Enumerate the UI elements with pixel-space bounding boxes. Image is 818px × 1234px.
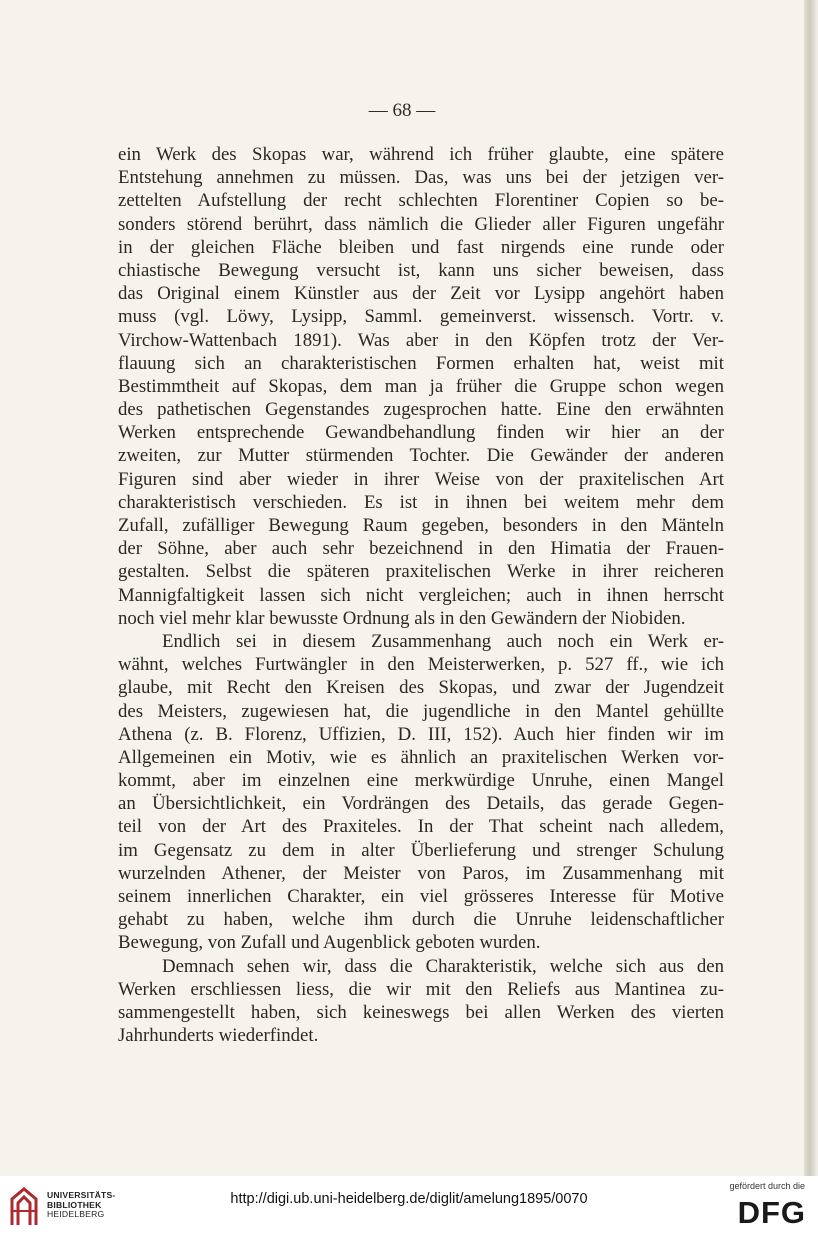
page-edge: [804, 0, 818, 1176]
text-line: gestalten. Selbst die späteren praxitelischen Werke in ihrer reicheren: [118, 561, 724, 583]
text-line: Bestimmtheit auf Skopas, dem man ja früher die Gruppe schon wegen: [118, 375, 724, 397]
text-line: teil von der Art des Praxiteles. In der That scheint nach alledem,: [118, 816, 724, 838]
text-line: flauung sich an charakteristischen Formen erhalten hat, weist mit: [118, 352, 724, 374]
library-name-line1: UNIVERSITÄTS-: [47, 1190, 116, 1200]
text-line: charakteristisch verschieden. Es ist in ihnen bei weitem mehr dem: [118, 491, 724, 513]
text-line: Mannigfaltigkeit lassen sich nicht vergleichen; auch in ihnen herrscht: [118, 584, 724, 606]
text-line: sonders störend berührt, dass nämlich die Glieder aller Figuren ungefähr: [118, 213, 724, 235]
text-line: Jahrhunderts wiederfindet.: [118, 1025, 319, 1047]
dfg-logo: DFG: [737, 1195, 806, 1230]
text-line: Zufall, zufälliger Bewegung Raum gegeben, besonders in den Mänteln: [118, 515, 724, 536]
text-line: Bewegung, von Zufall und Augenblick geboten wurden.: [118, 932, 541, 954]
footer-bar: [0, 1176, 818, 1234]
text-line: glaube, mit Recht den Kreisen des Skopas, und zwar der Jugendzeit: [118, 677, 724, 699]
text-line: noch viel mehr klar bewusste Ordnung als in den Gewändern der Niobiden.: [118, 607, 686, 629]
funded-by-label: gefördert durch die: [729, 1181, 805, 1191]
text-line: des pathetischen Gegenstandes zugesprochen hatte. Eine den erwähnten: [118, 399, 724, 421]
permalink-url[interactable]: http://digi.ub.uni-heidelberg.de/diglit/amelung1895/0070: [230, 1191, 588, 1207]
text-line: Werken erschliessen liess, die wir mit den Reliefs aus Mantinea zu-: [118, 978, 724, 1000]
text-line: Endlich sei in diesem Zusammenhang auch noch ein Werk er-: [162, 630, 724, 652]
text-line: wähnt, welches Furtwängler in den Meisterwerken, p. 527 ff., wie ich: [118, 654, 724, 676]
page-number: — 68 —: [368, 100, 436, 121]
text-line: chiastische Bewegung versucht ist, kann uns sicher beweisen, dass: [118, 259, 724, 281]
text-line: des Meisters, zugewiesen hat, die jugendliche in den Mantel gehüllte: [118, 700, 724, 722]
text-line: Demnach sehen wir, dass die Charakteristik, welche sich aus den: [162, 955, 724, 977]
text-line: in der gleichen Fläche bleiben und fast nirgends eine runde oder: [118, 236, 724, 258]
library-name-line2: BIBLIOTHEK: [47, 1199, 102, 1210]
text-line: kommt, aber im einzelnen eine merkwürdige Unruhe, einen Mangel: [118, 770, 724, 792]
text-line: Virchow-Wattenbach 1891). Was aber in den Köpfen trotz der Ver-: [118, 329, 724, 351]
text-line: Figuren sind aber wieder in ihrer Weise von der praxitelischen Art: [118, 468, 724, 490]
text-line: an Übersichtlichkeit, ein Vordrängen des Details, das gerade Gegen-: [118, 793, 724, 815]
text-line: Werken entsprechende Gewandbehandlung finden wir hier an der: [118, 422, 724, 444]
text-line: Athena (z. B. Florenz, Uffizien, D. III, 152). Auch hier finden wir im: [118, 723, 724, 745]
text-line: der Söhne, aber auch sehr bezeichnend in den Himatia der Frauen-: [118, 538, 724, 560]
text-line: seinem innerlichen Charakter, ein viel grösseres Interesse für Motive: [118, 886, 724, 907]
text-line: ein Werk des Skopas war, während ich früher glaubte, eine spätere: [118, 144, 724, 165]
text-line: muss (vgl. Löwy, Lysipp, Samml. gemeinverst. wissensch. Vortr. v.: [118, 306, 724, 328]
text-line: wurzelnden Athener, der Meister von Paros, im Zusammenhang mit: [118, 862, 724, 884]
text-line: Entstehung annehmen zu müssen. Das, was uns bei der jetzigen ver-: [118, 167, 724, 189]
body-text: [118, 143, 724, 1047]
text-line: zettelten Aufstellung der recht schlechten Florentiner Copien so be-: [118, 190, 724, 212]
text-line: sammengestellt haben, sich keineswegs bei allen Werken des vierten: [118, 1001, 724, 1023]
text-line: gehabt zu haben, welche ihm durch die Unruhe leidenschaftlicher: [118, 909, 724, 931]
text-line: im Gegensatz zu dem in alter Überlieferung und strenger Schulung: [118, 839, 724, 861]
text-line: das Original einem Künstler aus der Zeit vor Lysipp angehört haben: [118, 283, 724, 305]
text-line: Allgemeinen ein Motiv, wie es ähnlich an praxitelischen Werken vor-: [118, 746, 724, 768]
library-name-line3: HEIDELBERG: [47, 1209, 105, 1220]
text-line: zweiten, zur Mutter stürmenden Tochter. Die Gewänder der anderen: [118, 445, 724, 467]
